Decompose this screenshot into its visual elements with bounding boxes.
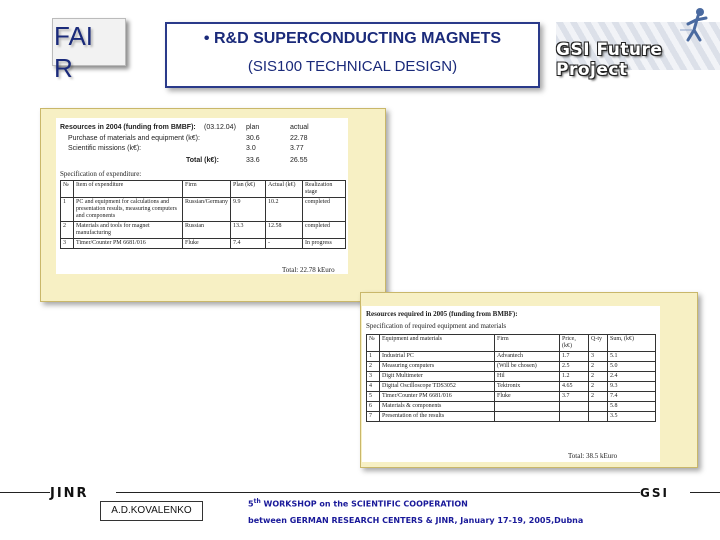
table-cell: 3 bbox=[367, 372, 380, 382]
workshop-title: WORKSHOP on the SCIENTIFIC COOPERATION bbox=[263, 499, 468, 509]
spec-2005-table bbox=[366, 334, 656, 422]
table-header-row bbox=[367, 335, 656, 352]
row-missions-actual: 3.77 bbox=[290, 145, 304, 152]
workshop-line2: between GERMAN RESEARCH CENTERS & JINR, January 17-19, 2005,Dubna bbox=[248, 515, 584, 525]
table-cell: Digital Oscilloscope TDS3052 bbox=[380, 382, 495, 392]
table-cell: In progress bbox=[303, 239, 346, 249]
col-plan-label: plan bbox=[246, 124, 260, 131]
table-cell: 2.4 bbox=[608, 372, 656, 382]
table-row bbox=[367, 352, 656, 362]
row-purchase-label: Purchase of materials and equipment (k€): bbox=[68, 135, 200, 142]
table-cell: Russian bbox=[183, 222, 231, 239]
gsi-future-project-logo: GSI Future Project bbox=[556, 40, 663, 80]
table-cell: Russian/Germany bbox=[183, 198, 231, 222]
table-cell bbox=[495, 412, 560, 422]
row-purchase-plan: 30.6 bbox=[246, 135, 260, 142]
table-cell: 1 bbox=[61, 198, 74, 222]
row-total-actual: 26.55 bbox=[290, 157, 308, 164]
slide-subtitle: (SIS100 TECHNICAL DESIGN) bbox=[247, 58, 458, 75]
table-cell: 2 bbox=[589, 362, 608, 372]
resources-2005-heading: Resources required in 2005 (funding from BMBF): bbox=[366, 310, 518, 318]
table-cell: Digit Multimeter bbox=[380, 372, 495, 382]
running-figure-icon bbox=[678, 6, 712, 48]
table-cell: 2.5 bbox=[560, 362, 589, 372]
table-cell: Hil bbox=[495, 372, 560, 382]
title-line1: R&D SUPERCONDUCTING MAGNETS bbox=[213, 30, 502, 47]
resources-2004-document bbox=[56, 118, 348, 274]
table-cell: 9.3 bbox=[608, 382, 656, 392]
table-cell: Tektronix bbox=[495, 382, 560, 392]
table-cell: (Will be chosen) bbox=[495, 362, 560, 372]
table-cell: 9.9 bbox=[231, 198, 266, 222]
jinr-logo-text: JINR bbox=[50, 486, 89, 501]
resources-2004-date: (03.12.04) bbox=[204, 124, 236, 131]
row-total-plan: 33.6 bbox=[246, 157, 260, 164]
table-cell: 7 bbox=[367, 412, 380, 422]
table-cell bbox=[560, 402, 589, 412]
table-cell: 3 bbox=[589, 352, 608, 362]
table-header-cell: Firm bbox=[495, 335, 560, 352]
table-cell: Fluke bbox=[495, 392, 560, 402]
table-cell: 1.7 bbox=[560, 352, 589, 362]
table-row bbox=[367, 382, 656, 392]
spec-2004-table bbox=[60, 180, 346, 249]
table-header-cell: Equipment and materials bbox=[380, 335, 495, 352]
table-cell: 2 bbox=[367, 362, 380, 372]
table-header-cell: Plan (k€) bbox=[231, 181, 266, 198]
table-header-cell: Firm bbox=[183, 181, 231, 198]
table-cell: - bbox=[266, 239, 303, 249]
table-row bbox=[367, 362, 656, 372]
table-header-cell: Realization stage bbox=[303, 181, 346, 198]
row-total-label: Total (k€): bbox=[186, 157, 219, 164]
table-cell: 3.5 bbox=[608, 412, 656, 422]
table-cell: 4.65 bbox=[560, 382, 589, 392]
table-cell: 12.58 bbox=[266, 222, 303, 239]
table-cell: PC and equipment for calculations and presentation results, measuring computers and components bbox=[74, 198, 183, 222]
fair-logo bbox=[54, 20, 114, 84]
total-2005: Total: 38.5 kEuro bbox=[568, 452, 618, 460]
table-cell: 2 bbox=[589, 382, 608, 392]
table-header-cell: Sum, (k€) bbox=[608, 335, 656, 352]
table-cell: Advantech bbox=[495, 352, 560, 362]
table-cell: Materials and tools for magnet manufacturing bbox=[74, 222, 183, 239]
table-cell: Timer/Counter PM 6681/016 bbox=[74, 239, 183, 249]
table-cell: 2 bbox=[589, 392, 608, 402]
table-cell: 10.2 bbox=[266, 198, 303, 222]
table-cell: completed bbox=[303, 222, 346, 239]
workshop-number: 5 bbox=[248, 499, 254, 509]
table-cell: 7.4 bbox=[608, 392, 656, 402]
author-name: A.D.KOVALENKO bbox=[100, 501, 203, 521]
table-cell: 5.8 bbox=[608, 402, 656, 412]
table-row bbox=[367, 412, 656, 422]
row-purchase-actual: 22.78 bbox=[290, 135, 308, 142]
gsi-logo-text: GSI bbox=[640, 486, 669, 500]
table-cell: 1.2 bbox=[560, 372, 589, 382]
table-header-cell: Item of expenditure bbox=[74, 181, 183, 198]
resources-2005-document bbox=[362, 306, 660, 462]
workshop-caption bbox=[248, 494, 583, 529]
gsi-logo bbox=[640, 484, 690, 500]
slide-title bbox=[167, 30, 538, 48]
table-cell: 13.3 bbox=[231, 222, 266, 239]
total-2004: Total: 22.78 kEuro bbox=[282, 266, 335, 274]
table-cell: 5 bbox=[367, 392, 380, 402]
table-cell bbox=[589, 412, 608, 422]
table-cell: Fluke bbox=[183, 239, 231, 249]
table-cell: 5.1 bbox=[608, 352, 656, 362]
table-cell: Presentation of the results bbox=[380, 412, 495, 422]
table-cell bbox=[560, 412, 589, 422]
workshop-line1 bbox=[248, 494, 583, 513]
table-cell: Timer/Counter PM 6681/016 bbox=[380, 392, 495, 402]
table-cell: 4 bbox=[367, 382, 380, 392]
workshop-ordinal: th bbox=[253, 498, 261, 505]
title-bullet: • bbox=[203, 30, 210, 47]
jinr-logo bbox=[50, 484, 116, 502]
table-row bbox=[367, 402, 656, 412]
row-missions-plan: 3.0 bbox=[246, 145, 256, 152]
fair-logo-text: FAI R bbox=[54, 21, 94, 83]
table-cell: 6 bbox=[367, 402, 380, 412]
table-row bbox=[367, 392, 656, 402]
table-row bbox=[61, 239, 346, 249]
table-header-cell: № bbox=[61, 181, 74, 198]
table-cell: completed bbox=[303, 198, 346, 222]
table-cell: 5.0 bbox=[608, 362, 656, 372]
table-header-cell: Actual (k€) bbox=[266, 181, 303, 198]
spec-2005-title: Specification of required equipment and materials bbox=[366, 322, 507, 330]
table-header-cell: Price, (k€) bbox=[560, 335, 589, 352]
table-row bbox=[61, 198, 346, 222]
table-cell: Industrial PC bbox=[380, 352, 495, 362]
col-actual-label: actual bbox=[290, 124, 309, 131]
table-cell: Materials & components bbox=[380, 402, 495, 412]
table-cell: 1 bbox=[367, 352, 380, 362]
table-header-cell: № bbox=[367, 335, 380, 352]
table-header-row bbox=[61, 181, 346, 198]
table-cell: 3 bbox=[61, 239, 74, 249]
spec-2004-title: Specification of expenditure: bbox=[60, 170, 142, 178]
resources-2004-heading: Resources in 2004 (funding from BMBF): bbox=[60, 124, 196, 131]
row-missions-label: Scientific missions (k€): bbox=[68, 145, 142, 152]
table-cell bbox=[589, 402, 608, 412]
table-cell: 7.4 bbox=[231, 239, 266, 249]
table-cell: 2 bbox=[589, 372, 608, 382]
table-row bbox=[61, 222, 346, 239]
table-cell: 3.7 bbox=[560, 392, 589, 402]
table-row bbox=[367, 372, 656, 382]
table-header-cell: Q-ty bbox=[589, 335, 608, 352]
table-cell: 2 bbox=[61, 222, 74, 239]
table-cell bbox=[495, 402, 560, 412]
table-cell: Measuring computers bbox=[380, 362, 495, 372]
